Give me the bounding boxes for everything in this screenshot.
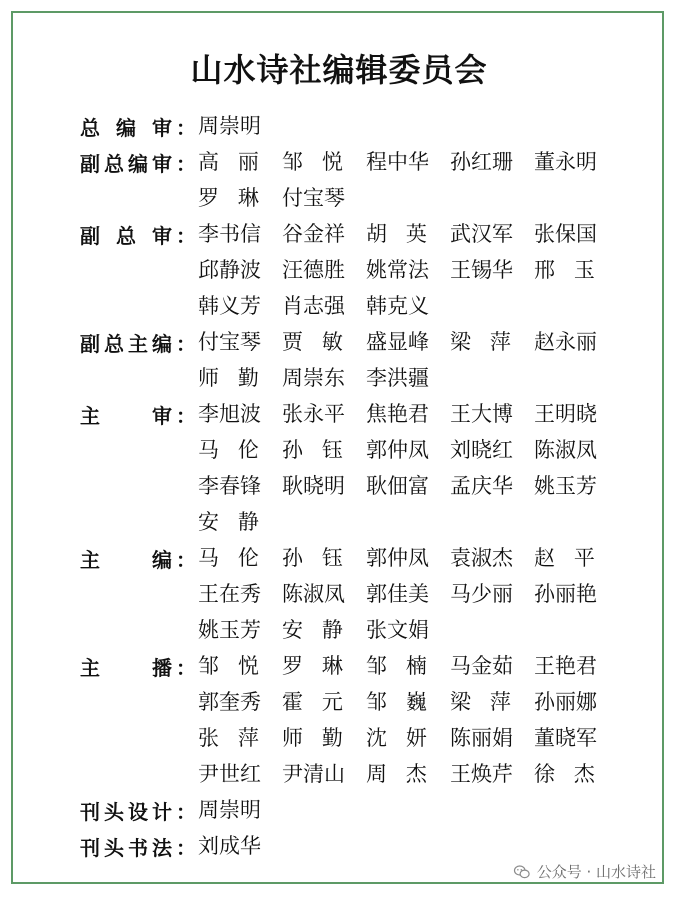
member-name: 沈妍 — [366, 726, 446, 750]
member-name: 张文娟 — [366, 618, 429, 642]
member-name: 武汉军 — [450, 222, 513, 246]
member-name: 赵平 — [534, 546, 614, 570]
member-list — [198, 648, 618, 792]
member-name: 周崇东 — [282, 366, 345, 390]
section-label — [80, 324, 198, 360]
label-colon: ： — [176, 547, 196, 572]
member-name: 孙红珊 — [450, 150, 513, 174]
member-name: 师勤 — [198, 366, 278, 390]
member-list — [198, 108, 618, 144]
section-label — [80, 792, 198, 828]
member-name: 付宝琴 — [198, 330, 261, 354]
member-name: 徐杰 — [534, 762, 614, 786]
member-name: 马伦 — [198, 546, 278, 570]
section-label — [80, 648, 198, 684]
section-label — [80, 144, 198, 180]
member-name: 李洪疆 — [366, 366, 429, 390]
section-label-text: 主 播 — [80, 655, 172, 680]
member-name: 梁萍 — [450, 690, 530, 714]
member-name: 孙丽艳 — [534, 582, 597, 606]
member-name: 邹楠 — [366, 654, 446, 678]
member-name: 赵永丽 — [534, 330, 597, 354]
member-name: 孟庆华 — [450, 474, 513, 498]
member-name: 张萍 — [198, 726, 278, 750]
member-name: 罗琳 — [282, 654, 362, 678]
member-name: 邹悦 — [282, 150, 362, 174]
member-name: 马伦 — [198, 438, 278, 462]
member-name: 姚玉芳 — [198, 618, 261, 642]
member-name: 王艳君 — [534, 654, 597, 678]
member-name: 盛显峰 — [366, 330, 429, 354]
member-name: 邢玉 — [534, 258, 614, 282]
member-name: 郭仲凤 — [366, 438, 429, 462]
member-name: 王大博 — [450, 402, 513, 426]
member-name: 张永平 — [282, 402, 345, 426]
section-label-text: 副 总 审 — [80, 223, 172, 248]
member-name: 李春锋 — [198, 474, 261, 498]
member-name: 周崇明 — [198, 114, 261, 138]
member-name: 郭佳美 — [366, 582, 429, 606]
label-colon: ： — [176, 403, 196, 428]
committee-section — [80, 792, 640, 828]
member-name: 邱静波 — [198, 258, 261, 282]
member-name: 耿晓明 — [282, 474, 345, 498]
page-title: 山水诗社编辑委员会 — [190, 51, 488, 89]
member-name: 安静 — [282, 618, 362, 642]
section-label — [80, 108, 198, 144]
member-list — [198, 540, 618, 648]
section-label-text: 总 编 审 — [80, 115, 172, 140]
watermark-text: 公众号 · 山水诗社 — [536, 863, 656, 881]
section-label-text: 刊 头 设 计 — [80, 799, 172, 824]
section-label-text: 刊 头 书 法 — [80, 835, 172, 860]
member-name: 邹巍 — [366, 690, 446, 714]
section-label — [80, 396, 198, 432]
member-name: 师勤 — [282, 726, 362, 750]
member-name: 王在秀 — [198, 582, 261, 606]
member-name: 程中华 — [366, 150, 429, 174]
member-name: 罗琳 — [198, 186, 278, 210]
member-list — [198, 792, 618, 828]
committee-section — [80, 108, 640, 144]
committee-list — [80, 108, 640, 864]
member-name: 尹清山 — [282, 762, 345, 786]
member-name: 陈丽娟 — [450, 726, 513, 750]
member-name: 周崇明 — [198, 798, 261, 822]
member-name: 郭奎秀 — [198, 690, 261, 714]
section-label — [80, 540, 198, 576]
label-colon: ： — [176, 835, 196, 860]
member-name: 马金茹 — [450, 654, 513, 678]
member-name: 李书信 — [198, 222, 261, 246]
committee-section — [80, 324, 640, 396]
member-name: 王锡华 — [450, 258, 513, 282]
wechat-icon — [513, 863, 531, 881]
section-label — [80, 216, 198, 252]
committee-section — [80, 216, 640, 324]
member-name: 王明晓 — [534, 402, 597, 426]
member-name: 董永明 — [534, 150, 597, 174]
member-name: 陈淑凤 — [282, 582, 345, 606]
member-name: 孙钰 — [282, 438, 362, 462]
member-name: 郭仲凤 — [366, 546, 429, 570]
section-label-text: 主 编 — [80, 547, 172, 572]
section-label-text: 主 审 — [80, 403, 172, 428]
member-name: 安静 — [198, 510, 278, 534]
member-name: 王焕芹 — [450, 762, 513, 786]
member-list — [198, 324, 618, 396]
label-colon: ： — [176, 799, 196, 824]
member-name: 邹悦 — [198, 654, 278, 678]
section-label — [80, 828, 198, 864]
member-name: 姚常法 — [366, 258, 429, 282]
member-list — [198, 396, 618, 540]
member-name: 贾敏 — [282, 330, 362, 354]
member-name: 陈淑凤 — [534, 438, 597, 462]
member-name: 韩义芳 — [198, 294, 261, 318]
section-label-text: 副 总 主 编 — [80, 331, 172, 356]
section-label-text: 副 总 编 审 — [80, 151, 172, 176]
label-colon: ： — [176, 115, 196, 140]
label-colon: ： — [176, 331, 196, 356]
member-name: 周杰 — [366, 762, 446, 786]
member-name: 付宝琴 — [282, 186, 345, 210]
member-name: 刘成华 — [198, 834, 261, 858]
member-name: 高丽 — [198, 150, 278, 174]
member-name: 孙丽娜 — [534, 690, 597, 714]
member-name: 刘晓红 — [450, 438, 513, 462]
member-name: 马少丽 — [450, 582, 513, 606]
member-name: 耿佃富 — [366, 474, 429, 498]
member-name: 汪德胜 — [282, 258, 345, 282]
committee-section — [80, 144, 640, 216]
member-name: 霍元 — [282, 690, 362, 714]
member-name: 尹世红 — [198, 762, 261, 786]
committee-section — [80, 648, 640, 792]
member-name: 胡英 — [366, 222, 446, 246]
member-name: 韩克义 — [366, 294, 429, 318]
committee-section — [80, 540, 640, 648]
member-name: 张保国 — [534, 222, 597, 246]
member-name: 梁萍 — [450, 330, 530, 354]
member-name: 袁淑杰 — [450, 546, 513, 570]
label-colon: ： — [176, 223, 196, 248]
committee-section — [80, 396, 640, 540]
committee-section — [80, 828, 640, 864]
member-name: 肖志强 — [282, 294, 345, 318]
member-name: 焦艳君 — [366, 402, 429, 426]
label-colon: ： — [176, 151, 196, 176]
member-list — [198, 828, 618, 864]
member-name: 谷金祥 — [282, 222, 345, 246]
member-name: 李旭波 — [198, 402, 261, 426]
member-list — [198, 144, 618, 216]
member-name: 董晓军 — [534, 726, 597, 750]
member-name: 孙钰 — [282, 546, 362, 570]
member-name: 姚玉芳 — [534, 474, 597, 498]
watermark — [513, 861, 656, 882]
member-list — [198, 216, 618, 324]
label-colon: ： — [176, 655, 196, 680]
